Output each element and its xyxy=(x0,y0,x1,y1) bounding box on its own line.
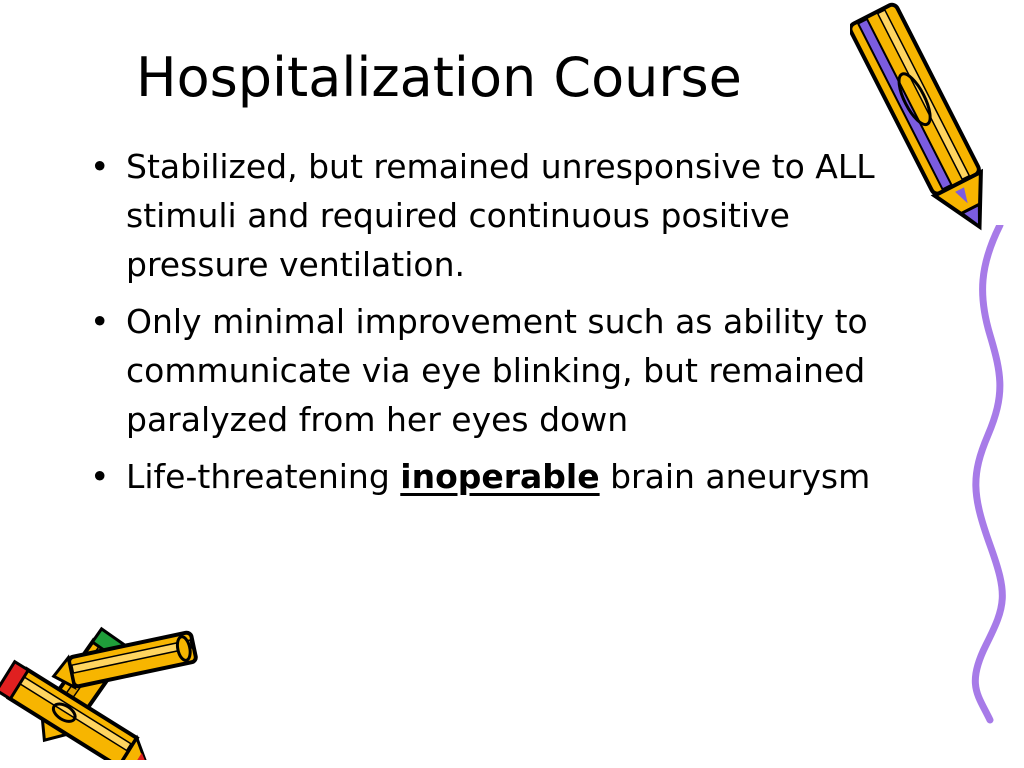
bullet-marker: • xyxy=(90,147,110,186)
pencil-icon xyxy=(850,0,1010,250)
slide-title: Hospitalization Course xyxy=(136,46,742,109)
squiggle-line xyxy=(960,225,1020,725)
bullet-marker: • xyxy=(90,457,110,496)
bullet-list xyxy=(88,142,898,509)
bullet-item xyxy=(88,297,898,444)
bullet-item xyxy=(88,142,898,289)
bullet-marker: • xyxy=(90,302,110,341)
bullet-item xyxy=(88,452,898,501)
bullet-text-start: Life-threatening xyxy=(126,457,401,496)
emphasized-word: inoperable xyxy=(400,457,600,496)
crossed-pencils-icon xyxy=(0,615,215,760)
bullet-text: Only minimal improvement such as ability to communicate via eye blinking, but remained paralyzed from her eyes down xyxy=(126,302,868,439)
bullet-text: Stabilized, but remained unresponsive to ALL stimuli and required continuous positive pressure ventilation. xyxy=(126,147,875,284)
bullet-text-end: brain aneurysm xyxy=(599,457,871,496)
